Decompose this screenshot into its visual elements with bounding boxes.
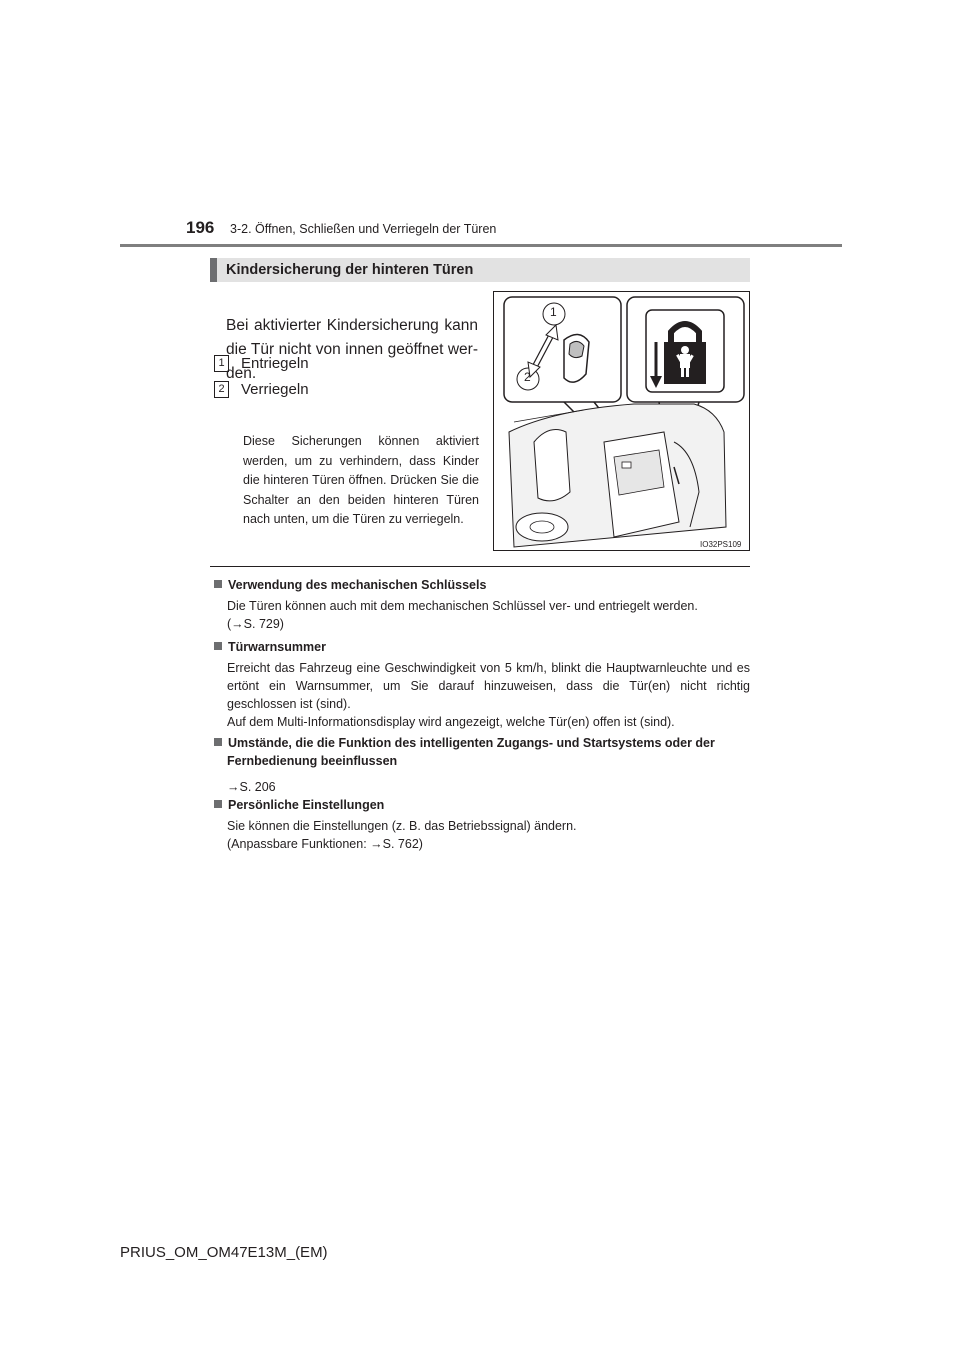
child-lock-figure [493, 291, 750, 551]
item-title: Umstände, die die Funktion des intelligenten Zugangs- und Startsystems oder der Fernbedienung beeinflussen [227, 736, 715, 768]
bullet-square [214, 738, 222, 746]
bullet-square [214, 642, 222, 650]
step-label: Entriegeln [241, 355, 309, 372]
step-label: Verriegeln [241, 381, 309, 398]
section-title: Kindersicherung der hinteren Türen [226, 262, 474, 278]
item-text: Sie können die Einstellungen (z. B. das Betriebssignal) ändern. [227, 819, 577, 833]
note-paragraph: Diese Sicherungen können aktiviert werden, um zu verhindern, dass Kinder die hinteren Türen öffnen. Drücken Sie die Schalter an den beiden hinteren Türen nach unten, um die Türen zu verriegeln. [243, 434, 479, 527]
callout-number-1: 1 [550, 305, 557, 319]
bullet-square [214, 580, 222, 588]
item-title: Persönliche Einstellungen [228, 798, 385, 812]
section-heading-bar [210, 258, 750, 282]
document-code: PRIUS_OM_OM47E13M_(EM) [120, 1244, 328, 1261]
item-text: Erreicht das Fahrzeug eine Geschwindigkeit von 5 km/h, blinkt die Hauptwarnleuchte und es ertönt ein Warnsummer, um Sie darauf hinzuweisen, dass die Tür(en) nicht richtig geschlossen ist (sind). [227, 661, 750, 711]
step-unlock [214, 355, 309, 372]
item-title: Verwendung des mechanischen Schlüssels [228, 578, 487, 592]
section-marker [210, 258, 217, 282]
callout-number-2: 2 [524, 370, 531, 384]
info-item [214, 796, 750, 853]
item-text: Auf dem Multi-Informationsdisplay wird angezeigt, welche Tür(en) offen ist (sind). [227, 715, 675, 729]
step-lock [214, 381, 309, 398]
header-rule [120, 244, 842, 247]
page-number: 196 [186, 218, 215, 237]
figure-code: IO32PS109 [700, 540, 742, 549]
item-text: (Anpassbare Funktionen: →S. 762) [227, 837, 423, 851]
door-illustration [494, 292, 749, 550]
info-item [214, 576, 750, 633]
item-text: →S. 206 [227, 780, 276, 794]
item-title: Türwarnsummer [228, 640, 326, 654]
chapter-title: 3-2. Öffnen, Schließen und Verriegeln der Türen [230, 222, 497, 236]
info-item [214, 734, 750, 796]
bullet-square [214, 800, 222, 808]
info-item [214, 638, 750, 731]
intro-paragraph: Bei aktivierter Kindersicherung kann die Tür nicht von innen geöffnet wer-den. [226, 317, 478, 382]
item-text: (→S. 729) [227, 617, 284, 631]
step-number: 1 [214, 355, 229, 372]
item-text: Die Türen können auch mit dem mechanischen Schlüssel ver- und entriegelt werden. [227, 599, 698, 613]
step-number: 2 [214, 381, 229, 398]
section-divider [210, 566, 750, 567]
